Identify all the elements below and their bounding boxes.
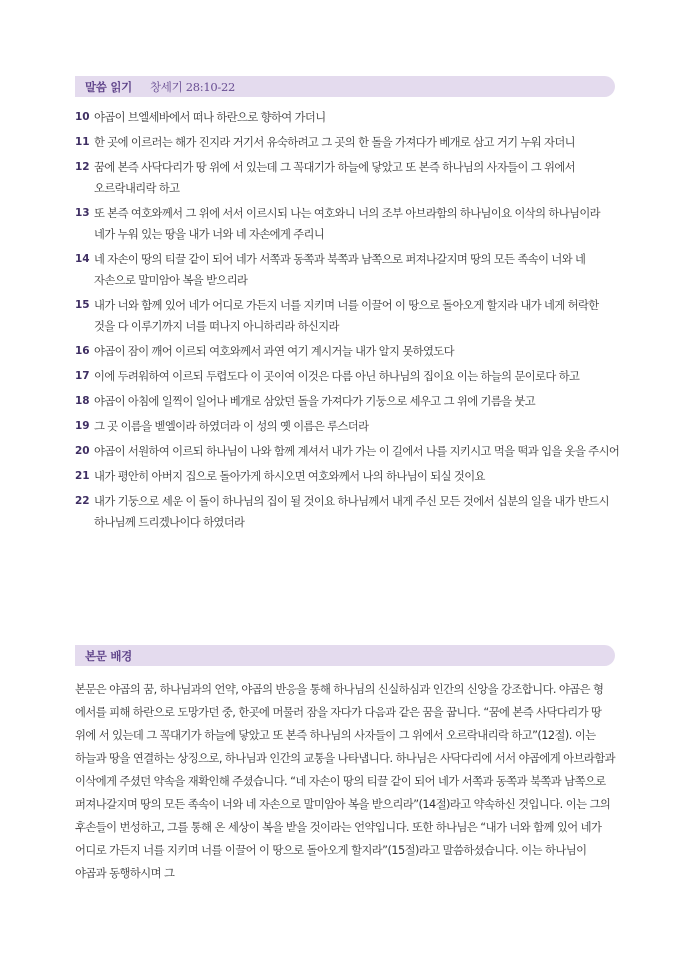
verse-number: 12 [75, 161, 90, 173]
reading-section-header [75, 76, 615, 97]
verse-text: 야곱이 잠이 깨어 이르되 여호와께서 과연 여기 계시거늘 내가 알지 못하였도다 [94, 345, 454, 358]
verse-text: 야곱이 아침에 일찍이 일어나 베개로 삼았던 돌을 가져다가 기둥으로 세우고 그 위에 기름을 붓고 [94, 395, 536, 408]
verse-item [75, 441, 620, 462]
verse-number: 18 [75, 395, 90, 407]
verse-item [75, 416, 620, 437]
background-section-title: 본문 배경 [85, 648, 132, 663]
verse-number: 17 [75, 370, 90, 382]
verse-text: 꿈에 본즉 사닥다리가 땅 위에 서 있는데 그 꼭대기가 하늘에 닿았고 또 본즉 하나님의 사자들이 그 위에서 오르락내리락 하고 [94, 161, 575, 195]
verse-number: 16 [75, 345, 90, 357]
verse-number: 21 [75, 470, 90, 482]
verse-item [75, 491, 620, 533]
verse-number: 14 [75, 253, 90, 265]
verse-item [75, 203, 620, 245]
verse-text: 그 곳 이름을 벧엘이라 하였더라 이 성의 옛 이름은 루스더라 [94, 420, 369, 433]
verse-item [75, 366, 620, 387]
verse-text: 내가 너와 함께 있어 네가 어디로 가든지 너를 지키며 너를 이끌어 이 땅으로 돌아오게 할지라 내가 네게 허락한 것을 다 이루기까지 너를 떠나지 아니하리라 하신지라 [94, 299, 599, 333]
verse-number: 11 [75, 136, 90, 148]
background-paragraph: 본문은 야곱의 꿈, 하나님과의 언약, 야곱의 반응을 통해 하나님의 신실하심과 인간의 신앙을 강조합니다. 야곱은 형 에서를 피해 하란으로 도망가던 중, 한곳에 머물러 잠을 자다가 다음과 같은 꿈을 꿉니다. “꿈에 본즉 사닥다리가 땅 위에 서 있는데 그 꼭대기가 하늘에 닿았고 또 본즉 하나님의 사자들이 그 위에서 오르락내리락 하고”(12절). 이는 하늘과 땅을 연결하는 상징으로, 하나님과 인간의 교통을 나타냅니다. 하나님은 사닥다리에 서서 야곱에게 아브라함과 이삭에게 주셨던 약속을 재확인해 주셨습니다. “네 자손이 땅의 티끌 같이 되어 네가 서쪽과 동쪽과 북쪽과 남쪽으로 퍼져나갈지며 땅의 모든 족속이 너와 네 자손으로 말미암아 복을 받으리라”(14절)라고 약속하신 것입니다. 이는 그의 후손들이 번성하고, 그를 통해 온 세상이 복을 받을 것이라는 언약입니다. 또한 하나님은 “내가 너와 함께 있어 네가 어디로 가든지 너를 지키며 너를 이끌어 이 땅으로 돌아오게 할지라”(15절)라고 말씀하셨습니다. 이는 하나님이 야곱과 동행하시며 그 [75, 683, 615, 880]
verse-number: 20 [75, 445, 90, 457]
verse-text: 한 곳에 이르러는 해가 진지라 거기서 유숙하려고 그 곳의 한 돌을 가져다가 베개로 삼고 거기 누워 자더니 [94, 136, 575, 149]
scripture-reference: 창세기 28:10-22 [149, 79, 235, 94]
verse-number: 19 [75, 420, 90, 432]
verse-text: 네 자손이 땅의 티끌 같이 되어 네가 서쪽과 동쪽과 북쪽과 남쪽으로 퍼져나갈지며 땅의 모든 족속이 너와 네 자손으로 말미암아 복을 받으리라 [94, 253, 586, 287]
verse-text: 내가 평안히 아버지 집으로 돌아가게 하시오면 여호와께서 나의 하나님이 되실 것이요 [94, 470, 485, 483]
verse-text: 내가 기둥으로 세운 이 돌이 하나님의 집이 될 것이요 하나님께서 내게 주신 모든 것에서 십분의 일을 내가 반드시 하나님께 드리겠나이다 하였더라 [94, 495, 609, 529]
verse-item [75, 341, 620, 362]
verse-item [75, 466, 620, 487]
verse-item [75, 107, 620, 128]
reading-section-title: 말씀 읽기 [85, 79, 132, 94]
verse-item [75, 295, 620, 337]
verse-text: 이에 두려워하여 이르되 두렵도다 이 곳이여 이것은 다름 아닌 하나님의 집이요 이는 하늘의 문이로다 하고 [94, 370, 580, 383]
background-section-header [75, 645, 615, 666]
verse-number: 22 [75, 495, 90, 507]
verse-item [75, 391, 620, 412]
verse-item [75, 249, 620, 291]
verse-list [75, 107, 620, 537]
verse-text: 야곱이 브엘세바에서 떠나 하란으로 향하여 가더니 [94, 111, 326, 124]
verse-text: 또 본즉 여호와께서 그 위에 서서 이르시되 나는 여호와니 너의 조부 아브라함의 하나님이요 이삭의 하나님이라 네가 누워 있는 땅을 내가 너와 네 자손에게 주리니 [94, 207, 600, 241]
verse-number: 10 [75, 111, 90, 123]
verse-item [75, 132, 620, 153]
verse-text: 야곱이 서원하여 이르되 하나님이 나와 함께 계셔서 내가 가는 이 길에서 나를 지키시고 먹을 떡과 입을 옷을 주시어 [94, 445, 620, 458]
verse-number: 13 [75, 207, 90, 219]
verse-item [75, 157, 620, 199]
verse-number: 15 [75, 299, 90, 311]
